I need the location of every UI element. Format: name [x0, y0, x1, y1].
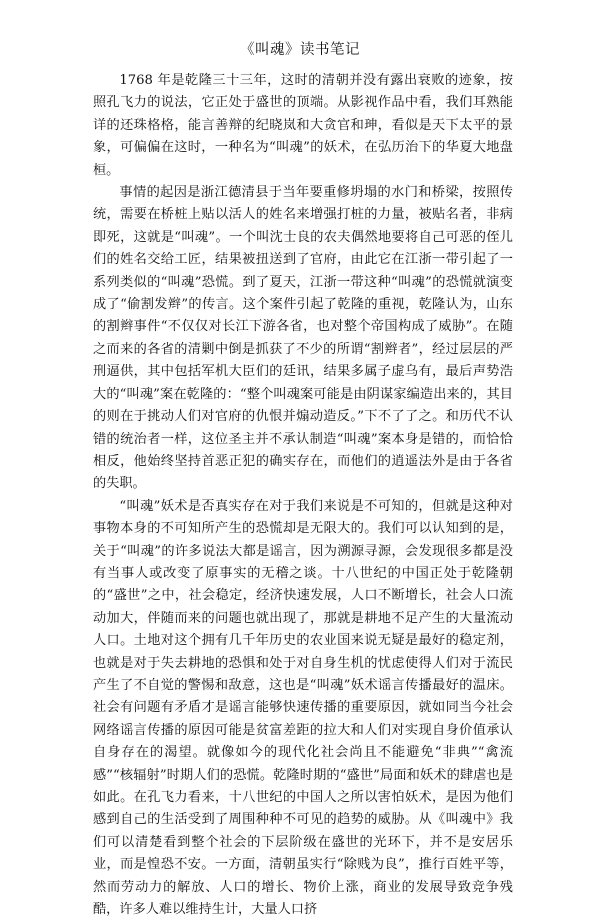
- document-title: 《叫魂》读书笔记: [240, 42, 360, 58]
- paragraph-1: 1768 年是乾隆三十三年，这时的清朝并没有露出衰败的迹象，按照孔飞力的说法，它正处于盛世的顶端。从影视作品中看，我们耳熟能详的还珠格格，能言善辩的纪晓岚和大贪官和珅，看似是天下太平的景象，可偏偏在这时，一种名为“叫魂”的妖术，在弘历治下的华夏大地盘桓。: [93, 73, 513, 178]
- document-body: [93, 70, 513, 921]
- paragraph-2: 事情的起因是浙江德清县于当年要重修坍塌的水门和桥梁，按照传统，需要在桥桩上贴以活人的姓名来增强打桩的力量，被贴名者，非病即死，这就是“叫魂”。一个叫沈士良的农夫偶然地要将自己可恶的侄儿们的姓名交给工匠，结果被扭送到了官府，由此它在江浙一带引起了一系列类似的“叫魂”恐慌。到了夏天，江浙一带这种“叫魂”的恐慌就演变成了“偷割发辫”的传言。这个案件引起了乾隆的重视，乾隆认为，山东的割辫事件“不仅仅对长江下游各省，也对整个帝国构成了威胁”。在随之而来的各省的清剿中倒是抓获了不少的所谓“割辫者”，经过层层的严刑逼供，其中包括军机大臣们的廷讯，结果多属子虚乌有，最后声势浩大的“叫魂”案在乾隆的：“整个叫魂案可能是由阴谋家编造出来的，其目的则在于挑动人们对官府的仇恨并煽动造反。”下不了了之。和历代不认错的统治者一样，这位圣主并不承认制造“叫魂”案本身是错的，而恰恰相反，他始终坚持首恶正犯的确实存在，而他们的逍遥法外是由于各省的失职。: [93, 185, 513, 492]
- paragraph-3: “叫魂”妖术是否真实存在对于我们来说是不可知的，但就是这种对事物本身的不可知所产生的恐慌却是无限大的。我们可以认知到的是，关于“叫魂”的许多说法大都是谣言，因为溯源寻源，会发现很多都是没有当事人或改变了原事实的无稽之谈。十八世纪的中国正处于乾隆朝的“盛世”之中，社会稳定，经济快速发展，人口不断增长，社会人口流动加大，伴随而来的问题也就出现了，那就是耕地不足产生的大量流动人口。土地对这个拥有几千年历史的农业国来说无疑是最好的稳定剂，也就是对于失去耕地的恐惧和处于对自身生机的忧虑使得人们对于流民产生了不自觉的警惕和敌意，这也是“叫魂”妖术谣言传播最好的温床。社会有问题有矛盾才是谣言能够快速传播的重要原因，就如同当今社会网络谣言传播的原因可能是贫富差距的拉大和人们对实现自身价值承认自身存在的渴望。就像如今的现代化社会尚且不能避免“非典”“禽流感”“核辐射”时期人们的恐慌。乾隆时期的“盛世”局面和妖术的肆虐也是如此。在孔飞力看来，十八世纪的中国人之所以害怕妖术，是因为他们感到自己的生活受到了周围种种不可见的趋势的威胁。从《叫魂中》我们可以清楚看到整个社会的下层阶级在盛世的光环下，并不是安居乐业，而是惶恐不安。一方面，清朝虽实行“除贱为良”，推行百姓平等，然而劳动力的解放、人口的增长、物价上涨，商业的发展导致竞争残酷，许多人难以维持生计，大量人口挤: [93, 498, 513, 918]
